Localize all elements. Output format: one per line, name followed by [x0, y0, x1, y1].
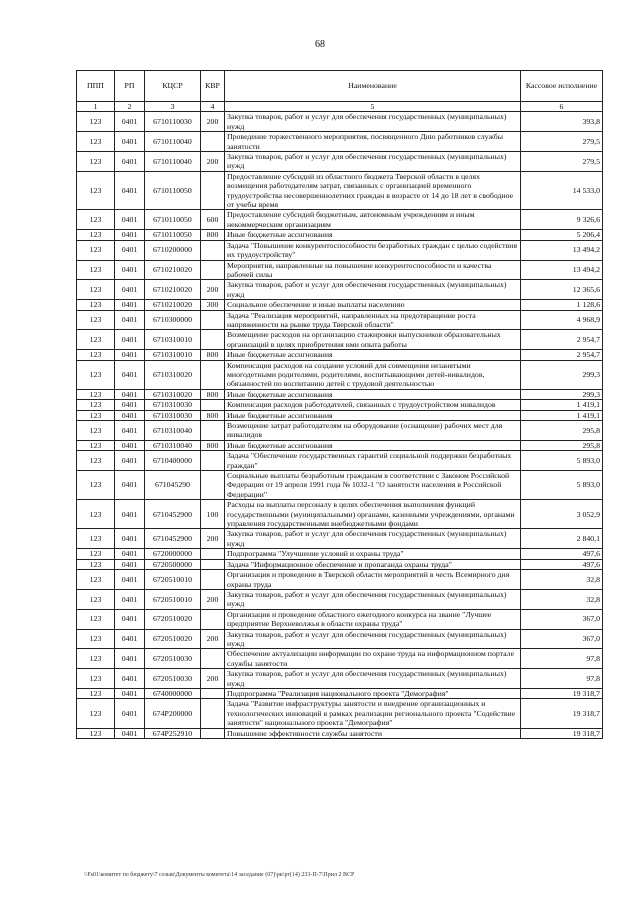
cell-kvr [201, 132, 225, 152]
cell-name: Закупка товаров, работ и услуг для обеспечения государственных (муниципальных) нужд [225, 529, 521, 549]
cell-kcsr: 6740000000 [145, 688, 201, 698]
cell-rp: 0401 [115, 549, 145, 559]
cell-ppp: 123 [77, 688, 115, 698]
cell-amount: 9 326,6 [521, 210, 603, 230]
cell-kcsr: 6710452900 [145, 529, 201, 549]
column-number: 4 [201, 102, 225, 112]
cell-ppp: 123 [77, 559, 115, 569]
table-row [77, 688, 603, 698]
cell-kvr [201, 260, 225, 280]
cell-rp: 0401 [115, 260, 145, 280]
cell-kvr: 200 [201, 152, 225, 172]
cell-name: Задача "Реализация мероприятий, направленных на предотвращение роста напряженности на рынке труда Тверской области" [225, 310, 521, 330]
cell-rp: 0401 [115, 152, 145, 172]
cell-amount: 1 128,6 [521, 300, 603, 310]
cell-kvr: 800 [201, 350, 225, 360]
table-row [77, 471, 603, 500]
header-ppp: ППП [77, 71, 115, 102]
cell-ppp: 123 [77, 451, 115, 471]
cell-name: Компенсация расходов работодателей, связанных с трудоустройством инвалидов [225, 400, 521, 410]
cell-amount: 13 494,2 [521, 260, 603, 280]
cell-name: Компенсация расходов на создание условий для совмещения незанятыми многодетными родителями, родителями, воспитывающими детей-инвалидов, обязанностей по воспитанию детей с трудовой деятельностью [225, 360, 521, 389]
table-header-row [77, 71, 603, 102]
cell-name: Закупка товаров, работ и услуг для обеспечения государственных (муниципальных) нужд [225, 669, 521, 689]
cell-ppp: 123 [77, 350, 115, 360]
cell-rp: 0401 [115, 629, 145, 649]
table-row [77, 400, 603, 410]
cell-ppp: 123 [77, 570, 115, 590]
cell-rp: 0401 [115, 500, 145, 529]
cell-amount: 32,8 [521, 570, 603, 590]
cell-name: Возмещение затрат работодателям на оборудование (оснащение) рабочих мест для инвалидов [225, 421, 521, 441]
cell-name: Социальное обеспечение и иные выплаты населению [225, 300, 521, 310]
column-number: 3 [145, 102, 201, 112]
cell-rp: 0401 [115, 310, 145, 330]
cell-rp: 0401 [115, 171, 145, 210]
table-row [77, 589, 603, 609]
cell-kvr [201, 559, 225, 569]
cell-kcsr: 6710300000 [145, 310, 201, 330]
table-row [77, 330, 603, 350]
cell-kvr: 100 [201, 500, 225, 529]
cell-name: Организация и проведение в Тверской области мероприятий в честь Всемирного дня охраны труда [225, 570, 521, 590]
cell-name: Мероприятия, направленные на повышение конкурентоспособности и качества рабочей силы [225, 260, 521, 280]
table-row [77, 570, 603, 590]
table-row [77, 132, 603, 152]
cell-rp: 0401 [115, 350, 145, 360]
cell-name: Иные бюджетные ассигнования [225, 440, 521, 450]
cell-kvr [201, 688, 225, 698]
table-row [77, 500, 603, 529]
cell-amount: 367,0 [521, 629, 603, 649]
cell-kcsr: 6720510020 [145, 609, 201, 629]
table-row [77, 310, 603, 330]
table-row [77, 112, 603, 132]
cell-name: Проведение торжественного мероприятия, посвященного Дню работников службы занятости [225, 132, 521, 152]
cell-rp: 0401 [115, 400, 145, 410]
cell-name: Иные бюджетные ассигнования [225, 350, 521, 360]
cell-kvr: 800 [201, 410, 225, 420]
column-number: 5 [225, 102, 521, 112]
cell-kvr [201, 400, 225, 410]
table-row [77, 210, 603, 230]
cell-amount: 279,5 [521, 132, 603, 152]
cell-name: Задача "Обеспечение государственных гарантий социальной поддержки безработных граждан" [225, 451, 521, 471]
cell-ppp: 123 [77, 649, 115, 669]
cell-kcsr: 6710110050 [145, 171, 201, 210]
cell-kcsr: 6710310030 [145, 400, 201, 410]
column-number: 1 [77, 102, 115, 112]
cell-kvr: 800 [201, 389, 225, 399]
cell-kvr: 200 [201, 112, 225, 132]
cell-rp: 0401 [115, 589, 145, 609]
table-row [77, 360, 603, 389]
cell-amount: 32,8 [521, 589, 603, 609]
cell-ppp: 123 [77, 280, 115, 300]
cell-kcsr: 6720510030 [145, 649, 201, 669]
cell-ppp: 123 [77, 389, 115, 399]
cell-rp: 0401 [115, 421, 145, 441]
cell-ppp: 123 [77, 728, 115, 738]
cell-amount: 2 954,7 [521, 350, 603, 360]
cell-amount: 295,8 [521, 440, 603, 450]
cell-ppp: 123 [77, 529, 115, 549]
table-row [77, 549, 603, 559]
cell-name: Организация и проведение областного ежегодного конкурса на звание "Лучшее предприятие Верхневолжья в области охраны труда" [225, 609, 521, 629]
cell-rp: 0401 [115, 471, 145, 500]
budget-execution-table [76, 70, 603, 739]
cell-amount: 1 419,1 [521, 410, 603, 420]
cell-kcsr: 6720510030 [145, 669, 201, 689]
cell-rp: 0401 [115, 699, 145, 728]
cell-kcsr: 6710110030 [145, 112, 201, 132]
cell-rp: 0401 [115, 132, 145, 152]
footer-file-path: \\Fs01\комитет по бюджету\7 созыв\Документы комитета\14 заседание (07)\рк\рг(14) 233-П-7\Прил 2 ВСР [84, 872, 355, 878]
cell-amount: 497,6 [521, 549, 603, 559]
cell-amount: 295,8 [521, 421, 603, 441]
cell-amount: 97,8 [521, 649, 603, 669]
cell-amount: 367,0 [521, 609, 603, 629]
cell-kcsr: 6720510020 [145, 629, 201, 649]
cell-ppp: 123 [77, 210, 115, 230]
cell-amount: 299,3 [521, 360, 603, 389]
cell-ppp: 123 [77, 230, 115, 240]
cell-ppp: 123 [77, 629, 115, 649]
table-row [77, 300, 603, 310]
cell-kvr [201, 421, 225, 441]
table-row [77, 260, 603, 280]
cell-name: Возмещение расходов на организацию стажировки выпускников образовательных организаций в целях приобретения ими опыта работы [225, 330, 521, 350]
table-row [77, 649, 603, 669]
table-row [77, 171, 603, 210]
table-row [77, 410, 603, 420]
cell-amount: 19 318,7 [521, 699, 603, 728]
cell-name: Закупка товаров, работ и услуг для обеспечения государственных (муниципальных) нужд [225, 112, 521, 132]
table-row [77, 230, 603, 240]
cell-rp: 0401 [115, 330, 145, 350]
header-rp: РП [115, 71, 145, 102]
cell-ppp: 123 [77, 589, 115, 609]
cell-name: Предоставление субсидий из областного бюджета Тверской области в целях возмещения работодателям затрат, связанных с организацией временного трудоустройства несовершеннолетних граждан в возрасте от 14 до 18 лет в свободное от учебы время [225, 171, 521, 210]
cell-kcsr: 674P252910 [145, 728, 201, 738]
cell-kcsr: 6710310020 [145, 389, 201, 399]
cell-amount: 5 893,0 [521, 471, 603, 500]
cell-kvr [201, 451, 225, 471]
cell-kvr: 800 [201, 440, 225, 450]
cell-amount: 2 954,7 [521, 330, 603, 350]
cell-amount: 14 533,0 [521, 171, 603, 210]
cell-name: Социальные выплаты безработным гражданам в соответствии с Законом Российской Федерации от 19 апреля 1991 года № 1032-1 "О занятости населения в Российской Федерации" [225, 471, 521, 500]
cell-name: Закупка товаров, работ и услуг для обеспечения государственных (муниципальных) нужд [225, 280, 521, 300]
cell-rp: 0401 [115, 410, 145, 420]
cell-rp: 0401 [115, 559, 145, 569]
cell-amount: 12 365,6 [521, 280, 603, 300]
cell-ppp: 123 [77, 471, 115, 500]
header-name: Наименование [225, 71, 521, 102]
cell-rp: 0401 [115, 649, 145, 669]
table-row [77, 389, 603, 399]
table-row [77, 350, 603, 360]
cell-name: Расходы на выплаты персоналу в целях обеспечения выполнения функций государственными (муниципальными) органами, казенными учреждениями, органами управления государственными внебюджетными фондами [225, 500, 521, 529]
cell-kcsr: 6710310010 [145, 330, 201, 350]
cell-ppp: 123 [77, 440, 115, 450]
cell-kcsr: 6710310020 [145, 360, 201, 389]
cell-rp: 0401 [115, 389, 145, 399]
cell-kvr: 200 [201, 589, 225, 609]
cell-rp: 0401 [115, 451, 145, 471]
cell-amount: 393,8 [521, 112, 603, 132]
cell-amount: 1 419,1 [521, 400, 603, 410]
cell-ppp: 123 [77, 421, 115, 441]
column-number: 2 [115, 102, 145, 112]
table-row [77, 699, 603, 728]
cell-kvr [201, 360, 225, 389]
cell-kvr: 600 [201, 210, 225, 230]
cell-rp: 0401 [115, 570, 145, 590]
table-row [77, 669, 603, 689]
table-body [77, 112, 603, 739]
cell-amount: 2 840,1 [521, 529, 603, 549]
cell-ppp: 123 [77, 400, 115, 410]
cell-ppp: 123 [77, 310, 115, 330]
header-kvr: КВР [201, 71, 225, 102]
cell-kvr: 200 [201, 280, 225, 300]
cell-kvr [201, 549, 225, 559]
cell-kcsr: 6710210020 [145, 260, 201, 280]
cell-rp: 0401 [115, 360, 145, 389]
cell-rp: 0401 [115, 728, 145, 738]
cell-ppp: 123 [77, 152, 115, 172]
cell-kvr [201, 310, 225, 330]
cell-kcsr: 6720000000 [145, 549, 201, 559]
page-number: 68 [315, 39, 325, 50]
cell-kvr [201, 649, 225, 669]
cell-rp: 0401 [115, 529, 145, 549]
cell-kcsr: 6710400000 [145, 451, 201, 471]
cell-amount: 4 968,9 [521, 310, 603, 330]
cell-kcsr: 6710110040 [145, 152, 201, 172]
cell-name: Обеспечение актуализации информации по охране труда на информационном портале службы занятости [225, 649, 521, 669]
column-number-row [77, 102, 603, 112]
cell-name: Задача "Развитие инфраструктуры занятости и внедрение организационных и технологических инноваций в рамках реализации регионального проекта "Содействие занятости" национального проекта "Демография" [225, 699, 521, 728]
cell-name: Задача "Информационное обеспечение и пропаганда охраны труда" [225, 559, 521, 569]
table-row [77, 559, 603, 569]
cell-kcsr: 6710210020 [145, 280, 201, 300]
table-row [77, 629, 603, 649]
cell-kcsr: 6710210020 [145, 300, 201, 310]
cell-kcsr: 6720510010 [145, 570, 201, 590]
cell-name: Предоставление субсидий бюджетным, автономным учреждениям и иным некоммерческим организациям [225, 210, 521, 230]
cell-amount: 497,6 [521, 559, 603, 569]
cell-ppp: 123 [77, 360, 115, 389]
cell-kcsr: 6710200000 [145, 240, 201, 260]
cell-kvr [201, 330, 225, 350]
cell-name: Иные бюджетные ассигнования [225, 230, 521, 240]
cell-rp: 0401 [115, 440, 145, 450]
table-row [77, 440, 603, 450]
cell-name: Иные бюджетные ассигнования [225, 389, 521, 399]
cell-kvr [201, 171, 225, 210]
table-row [77, 529, 603, 549]
cell-kcsr: 6710310040 [145, 440, 201, 450]
cell-kcsr: 6710110050 [145, 230, 201, 240]
cell-rp: 0401 [115, 230, 145, 240]
table-row [77, 609, 603, 629]
cell-name: Закупка товаров, работ и услуг для обеспечения государственных (муниципальных) нужд [225, 152, 521, 172]
cell-kcsr: 671045290 [145, 471, 201, 500]
cell-rp: 0401 [115, 112, 145, 132]
cell-kvr [201, 240, 225, 260]
cell-amount: 5 206,4 [521, 230, 603, 240]
cell-kcsr: 6710310030 [145, 410, 201, 420]
cell-ppp: 123 [77, 609, 115, 629]
table-row [77, 728, 603, 738]
cell-amount: 97,8 [521, 669, 603, 689]
cell-kvr: 800 [201, 230, 225, 240]
cell-name: Задача "Повышение конкурентоспособности безработных граждан с целью содействия их трудоустройству" [225, 240, 521, 260]
cell-name: Подпрограмма "Реализация национального проекта "Демография" [225, 688, 521, 698]
header-kcsr: КЦСР [145, 71, 201, 102]
cell-name: Повышение эффективности службы занятости [225, 728, 521, 738]
cell-amount: 299,3 [521, 389, 603, 399]
table-row [77, 421, 603, 441]
cell-kvr [201, 699, 225, 728]
cell-kvr [201, 728, 225, 738]
cell-ppp: 123 [77, 300, 115, 310]
cell-name: Закупка товаров, работ и услуг для обеспечения государственных (муниципальных) нужд [225, 589, 521, 609]
cell-kcsr: 674P200000 [145, 699, 201, 728]
cell-amount: 19 318,7 [521, 688, 603, 698]
cell-ppp: 123 [77, 410, 115, 420]
cell-kcsr: 6710310040 [145, 421, 201, 441]
cell-kvr [201, 570, 225, 590]
cell-ppp: 123 [77, 112, 115, 132]
cell-rp: 0401 [115, 609, 145, 629]
header-amount: Кассовое исполнение [521, 71, 603, 102]
cell-amount: 279,5 [521, 152, 603, 172]
cell-kvr: 200 [201, 629, 225, 649]
cell-amount: 13 494,2 [521, 240, 603, 260]
cell-name: Иные бюджетные ассигнования [225, 410, 521, 420]
cell-kcsr: 6720510010 [145, 589, 201, 609]
cell-ppp: 123 [77, 330, 115, 350]
cell-rp: 0401 [115, 240, 145, 260]
cell-ppp: 123 [77, 240, 115, 260]
cell-amount: 3 052,9 [521, 500, 603, 529]
cell-rp: 0401 [115, 300, 145, 310]
cell-ppp: 123 [77, 549, 115, 559]
cell-ppp: 123 [77, 500, 115, 529]
cell-kcsr: 6710110040 [145, 132, 201, 152]
cell-rp: 0401 [115, 280, 145, 300]
cell-ppp: 123 [77, 669, 115, 689]
cell-ppp: 123 [77, 132, 115, 152]
table-row [77, 240, 603, 260]
cell-ppp: 123 [77, 699, 115, 728]
cell-kvr: 200 [201, 529, 225, 549]
cell-kcsr: 6710110050 [145, 210, 201, 230]
cell-amount: 19 318,7 [521, 728, 603, 738]
cell-kvr: 200 [201, 669, 225, 689]
cell-rp: 0401 [115, 688, 145, 698]
cell-kvr [201, 471, 225, 500]
table-row [77, 280, 603, 300]
cell-ppp: 123 [77, 171, 115, 210]
cell-kcsr: 6710310010 [145, 350, 201, 360]
column-number: 6 [521, 102, 603, 112]
cell-ppp: 123 [77, 260, 115, 280]
cell-kcsr: 6720500000 [145, 559, 201, 569]
table-row [77, 451, 603, 471]
table-row [77, 152, 603, 172]
cell-name: Закупка товаров, работ и услуг для обеспечения государственных (муниципальных) нужд [225, 629, 521, 649]
cell-kvr [201, 609, 225, 629]
cell-amount: 5 893,0 [521, 451, 603, 471]
cell-kvr: 300 [201, 300, 225, 310]
cell-name: Подпрограмма "Улучшение условий и охраны труда" [225, 549, 521, 559]
cell-rp: 0401 [115, 210, 145, 230]
cell-kcsr: 6710452900 [145, 500, 201, 529]
cell-rp: 0401 [115, 669, 145, 689]
